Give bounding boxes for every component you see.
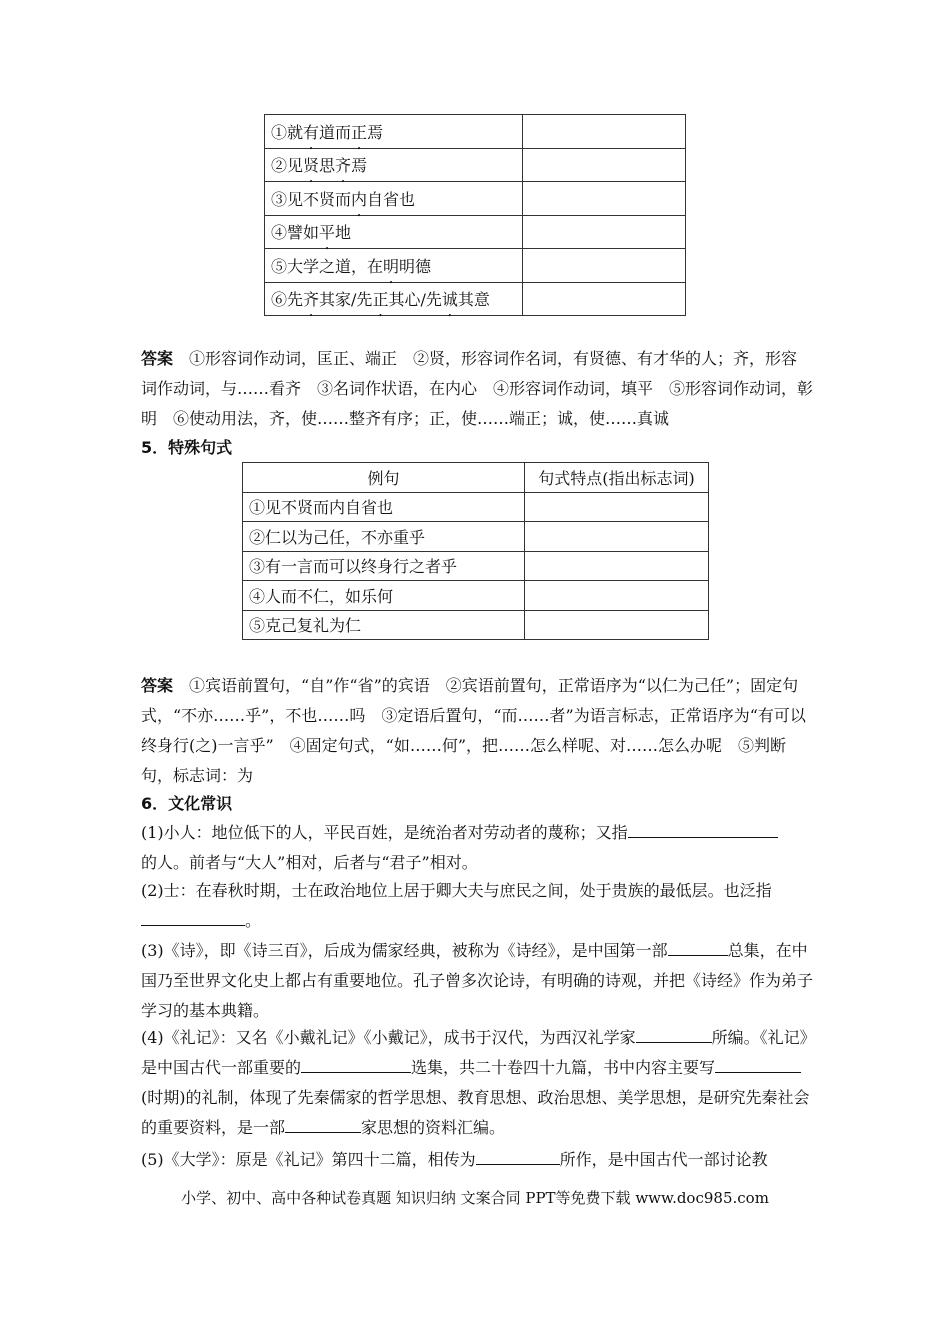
- fill-blank[interactable]: [636, 1024, 712, 1043]
- culture-item-5: (5)《大学》：原是《礼记》第四十二篇，相传为 所作，是中国古代一部讨论教: [141, 1145, 813, 1175]
- answer-cell[interactable]: [523, 249, 686, 283]
- word-usage-table: [264, 114, 686, 316]
- table-cell: ①见不贤而内自省也: [243, 492, 525, 522]
- table-row: [265, 148, 686, 182]
- fill-blank[interactable]: [141, 907, 245, 926]
- table-row: [243, 581, 709, 611]
- table-row: [265, 249, 686, 283]
- table-cell: ⑤克己复礼为仁: [243, 610, 525, 640]
- answer-cell[interactable]: [523, 115, 686, 149]
- table-cell: ④人而不仁，如乐何: [243, 581, 525, 611]
- page-footer: 小学、初中、高中各种试卷真题 知识归纳 文案合同 PPT等免费下载 www.doc985.com: [181, 1189, 769, 1207]
- answer-cell[interactable]: [523, 182, 686, 216]
- table-row: [265, 182, 686, 216]
- table-cell: ③见不贤而内自省也: [265, 182, 523, 216]
- fill-blank[interactable]: [715, 1054, 801, 1073]
- culture-item-3: (3)《诗》，即《诗三百》，后成为儒家经典，被称为《诗经》，是中国第一部 总集，在中国乃至世界文化史上都占有重要地位。孔子曾多次论诗，有明确的诗观，并把《诗经》作为弟子学习的基本典籍。: [141, 936, 813, 1026]
- table-row: [243, 492, 709, 522]
- section-title-6: 6．文化常识: [141, 794, 233, 813]
- column-header: 句式特点(指出标志词): [525, 463, 709, 493]
- section-title-5: 5．特殊句式: [141, 438, 233, 457]
- fill-blank[interactable]: [628, 819, 778, 838]
- fill-blank[interactable]: [476, 1146, 560, 1165]
- answer-cell[interactable]: [523, 282, 686, 316]
- answer-cell[interactable]: [525, 522, 709, 552]
- fill-blank[interactable]: [301, 1054, 411, 1073]
- fill-blank[interactable]: [668, 937, 728, 956]
- table-cell: ⑤大学之道，在明明德: [265, 249, 523, 283]
- table-cell: ④譬如平地: [265, 215, 523, 249]
- answer-cell[interactable]: [523, 215, 686, 249]
- table-row: [243, 522, 709, 552]
- fill-blank[interactable]: [285, 1114, 361, 1133]
- table-header-row: [243, 463, 709, 493]
- culture-item-4: (4)《礼记》：又名《小戴礼记》《小戴记》，成书于汉代，为西汉礼学家 所编。《礼记》是中国古代一部重要的 选集，共二十卷四十九篇，书中内容主要写(时期)的礼制，体现了先秦儒家的哲学思想、教育思想、政治思想、美学思想，是研究先秦社会的重要资料，是一部 家思想的资料汇编。: [141, 1023, 813, 1143]
- answer-cell[interactable]: [525, 551, 709, 581]
- table-cell: ③有一言而可以终身行之者乎: [243, 551, 525, 581]
- answer-cell[interactable]: [525, 610, 709, 640]
- table-row: [243, 610, 709, 640]
- table-cell: ②仁以为己任，不亦重乎: [243, 522, 525, 552]
- table-row: [265, 215, 686, 249]
- answer-text: ①宾语前置句，“自”作“省”的宾语 ②宾语前置句，正常语序为“以仁为己任”；固定句式，“不亦……乎”，不也……吗 ③定语后置句，“而……者”为语言标志，正常语序为“有可以终身行(之)一言乎” ④固定句式，“如……何”，把……怎么样呢、对……怎么办呢 ⑤判断句，标志词：为: [141, 676, 806, 785]
- answer-text: ①形容词作动词，匡正、端正 ②贤，形容词作名词，有贤德、有才华的人；齐，形容词作动词，与……看齐 ③名词作状语，在内心 ④形容词作动词，填平 ⑤形容词作动词，彰明 ⑥使动用法，齐，使……整齐有序；正，使……端正；诚，使……真诚: [141, 349, 814, 428]
- answer-cell[interactable]: [525, 492, 709, 522]
- answer-label: 答案: [141, 676, 174, 695]
- answer-label: 答案: [141, 349, 174, 368]
- answer-paragraph-2: [141, 671, 813, 791]
- culture-item-2: (2)士：在春秋时期，士在政治地位上居于卿大夫与庶民之间，处于贵族的最低层。也泛指 。: [141, 881, 772, 930]
- table-cell: ⑥先齐其家/先正其心/先诚其意: [265, 282, 523, 316]
- answer-cell[interactable]: [523, 148, 686, 182]
- column-header: 例句: [243, 463, 525, 493]
- table-cell: ②见贤思齐焉: [265, 148, 523, 182]
- table-row: [265, 282, 686, 316]
- answer-cell[interactable]: [525, 581, 709, 611]
- sentence-pattern-table: [242, 462, 709, 640]
- table-row: [265, 115, 686, 149]
- table-cell: ①就有道而正焉: [265, 115, 523, 149]
- table-row: [243, 551, 709, 581]
- culture-item-1: (1)小人：地位低下的人，平民百姓，是统治者对劳动者的蔑称；又指 的人。前者与“大人”相对，后者与“君子”相对。: [141, 818, 813, 878]
- answer-paragraph-1: [141, 344, 813, 434]
